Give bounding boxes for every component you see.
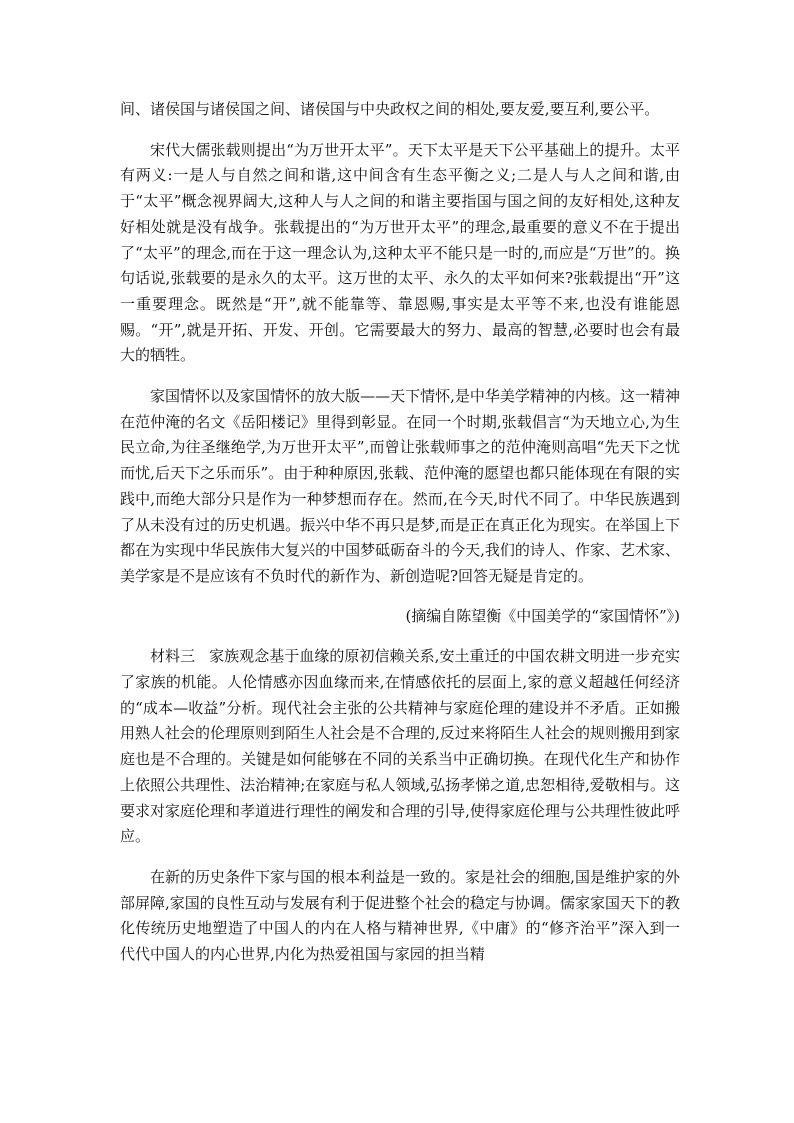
paragraph-material-three [120, 644, 680, 850]
source-citation: (摘编自陈望衡《中国美学的“家国情怀”》) [405, 606, 680, 625]
paragraph-continued: 间、诸侯国与诸侯国之间、诸侯国与中央政权之间的相处,要友爱,要互利,要公平。 [120, 100, 660, 118]
material-label: 材料三 [150, 647, 196, 666]
body-text [120, 97, 680, 968]
paragraph-jia-yu-guo: 在新的历史条件下家与国的根本利益是一致的。家是社会的细胞,国是维护家的外部屏障,家国的良性互动与发展有利于促进整个社会的稳定与协调。儒家家国天下的教化传统历史地塑造了中国人的内在人格与精神世界,《中庸》的“修齐治平”深入到一代代中国人的内心世界,内化为热爱祖国与家园的担当精 [120, 867, 680, 964]
paragraph-jiaguo-qinghuai: 家国情怀以及家国情怀的放大版——天下情怀,是中华美学精神的内核。这一精神在范仲淹的名文《岳阳楼记》里得到彰显。在同一个时期,张载倡言“为天地立心,为生民立命,为往圣继绝学,为万世开太平”,而曾让张载师事之的范仲淹则高唱“先天下之忧而忧,后天下之乐而乐”。由于种种原因,张载、范仲淹的愿望也都只能体现在有限的实践中,而绝大部分只是作为一种梦想而存在。然而,在今天,时代不同了。中华民族遇到了从未没有过的历史机遇。振兴中华不再只是梦,而是正在真正化为现实。在举国上下都在为实现中华民族伟大复兴的中国梦砥砺奋斗的今天,我们的诗人、作家、艺术家、美学家是不是应该有不负时代的新作为、新创造呢?回答无疑是肯定的。 [120, 387, 680, 585]
paragraph-zhangzai-taiping: 宋代大儒张载则提出“为万世开太平”。天下太平是天下公平基础上的提升。太平有两义:一是人与自然之间和谐,这中间含有生态平衡之义;二是人与人之间和谐,由于“太平”概念视界阔大,这种人与人之间的和谐主要指国与国之间的友好相处,这种友好相处就是没有战争。张载提出的“为万世开太平”的理念,最重要的意义不在于提出了“太平”的理念,而在于这一理念认为,这种太平不能只是一时的,而应是“万世”的。换句话说,张载要的是永久的太平。这万世的太平、永久的太平如何来?张载提出“开”这一重要理念。既然是“开”,就不能靠等、靠恩赐,事实是太平等不来,也没有谁能恩赐。“开”,就是开拓、开发、开创。它需要最大的努力、最高的智慧,必要时也会有最大的牺牲。 [120, 140, 680, 365]
material-three-text: 家族观念基于血缘的原初信赖关系,安土重迁的中国农耕文明进一步充实了家族的机能。人伦情感亦因血缘而来,在情感依托的层面上,家的意义超越任何经济的“成本—收益”分析。现代社会主张的公共精神与家庭伦理的建设并不矛盾。正如搬用熟人社会的伦理原则到陌生人社会是不合理的,反过来将陌生人社会的规则搬用到家庭也是不合理的。关键是如何能够在不同的关系当中正确切换。在现代化生产和协作上依照公共理性、法治精神;在家庭与私人领域,弘扬孝悌之道,忠恕相待,爱敬相与。这要求对家庭伦理和孝道进行理性的阐发和合理的引导,使得家庭伦理与公共理性彼此呼应。 [120, 647, 680, 846]
